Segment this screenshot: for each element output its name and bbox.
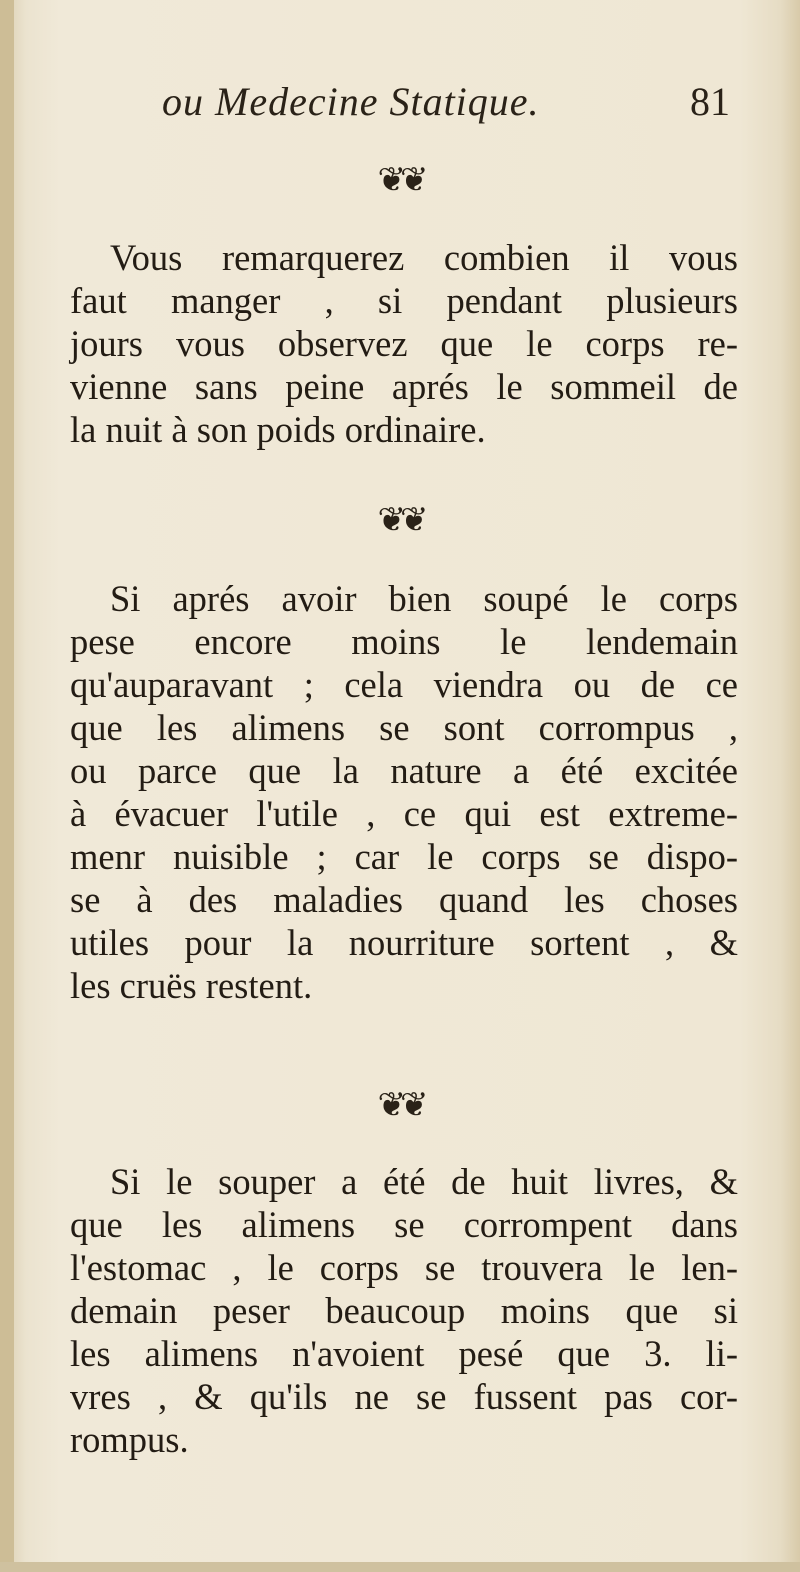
text-line: menr nuisible ; car le corps se dispo- [70, 836, 738, 877]
text-line: rompus. [70, 1419, 189, 1460]
running-title: ou Medecine Statique. [162, 79, 540, 124]
text-line: faut manger , si pendant plusieurs [70, 280, 738, 321]
text-line: vienne sans peine aprés le sommeil de [70, 366, 738, 407]
text-line: qu'auparavant ; cela viendra ou de ce [70, 664, 738, 705]
paragraph-1 [70, 236, 738, 451]
ornament-divider-1: ❦❦ [377, 160, 423, 200]
text-line: jours vous observez que le corps re- [70, 323, 738, 364]
text-line: les alimens n'avoient pesé que 3. li- [70, 1333, 738, 1374]
text-line: demain peser beaucoup moins que si [70, 1290, 738, 1331]
page-header [70, 78, 730, 138]
text-line: les cruës restent. [70, 965, 313, 1006]
text-line: Si le souper a été de huit livres, & [110, 1161, 738, 1202]
text-line: se à des maladies quand les choses [70, 879, 738, 920]
paragraph-2 [70, 577, 738, 1007]
text-line: Vous remarquerez combien il vous [110, 237, 738, 278]
ornament-divider-3: ❦❦ [377, 1085, 423, 1125]
text-line: Si aprés avoir bien soupé le corps [110, 578, 738, 619]
text-line: utiles pour la nourriture sortent , & [70, 922, 738, 963]
text-line: pese encore moins le lendemain [70, 621, 738, 662]
text-line: vres , & qu'ils ne se fussent pas cor- [70, 1376, 738, 1417]
text-line: la nuit à son poids ordinaire. [70, 409, 486, 450]
text-line: à évacuer l'utile , ce qui est extreme- [70, 793, 738, 834]
text-line: que les alimens se corrompent dans [70, 1204, 738, 1245]
page-number: 81 [690, 79, 730, 124]
ornament-divider-2: ❦❦ [377, 500, 423, 540]
text-line: que les alimens se sont corrompus , [70, 707, 738, 748]
text-line: l'estomac , le corps se trouvera le len- [70, 1247, 738, 1288]
paragraph-3 [70, 1160, 738, 1461]
text-line: ou parce que la nature a été excitée [70, 750, 738, 791]
